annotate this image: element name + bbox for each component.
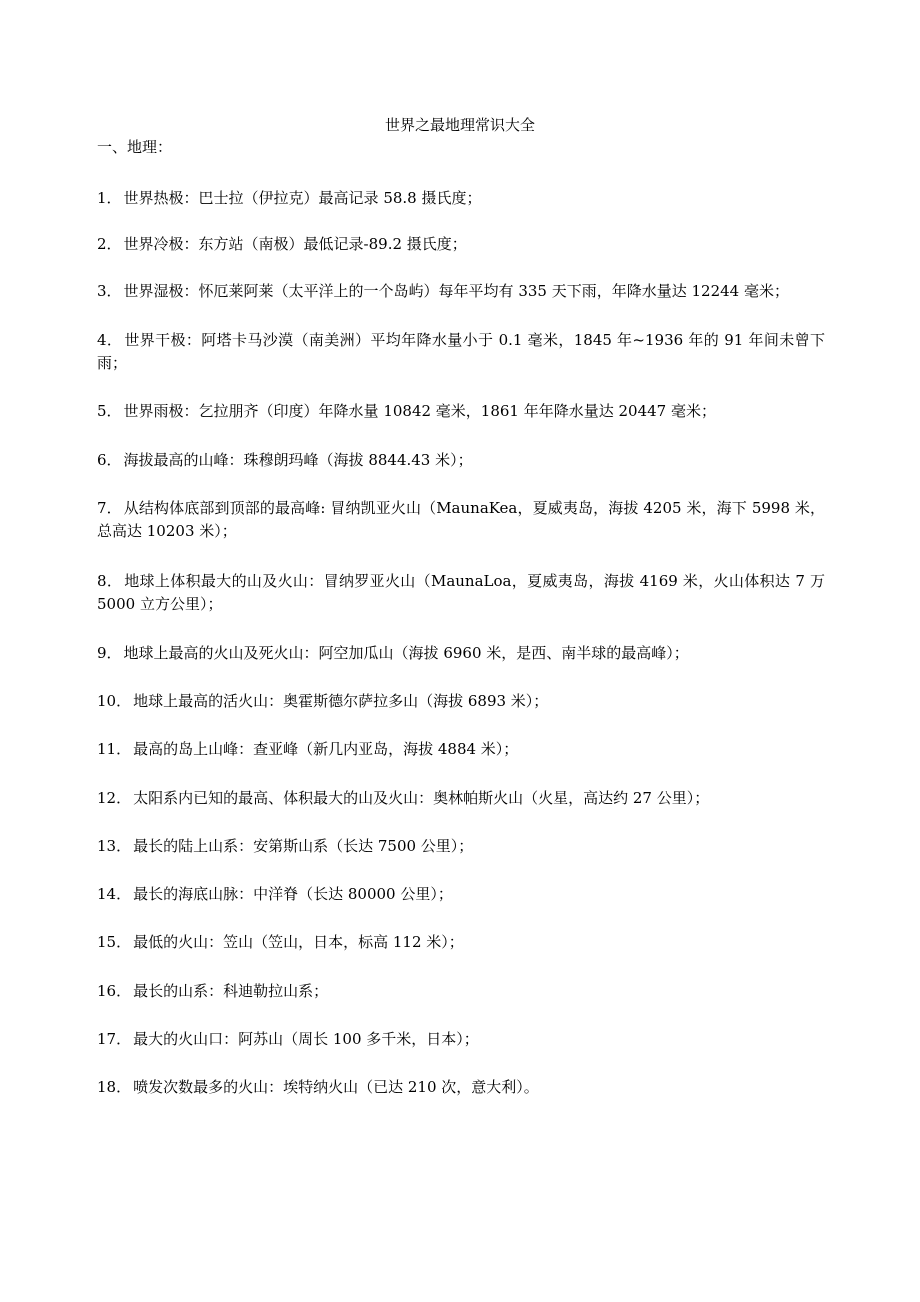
- item-number: 12．: [97, 789, 132, 807]
- list-item: [97, 1028, 825, 1051]
- item-text: 地球上体积最大的山及火山：冒纳罗亚火山（MaunaLoa，夏威夷岛，海拔 4169 米，火山体积达 7 万 5000 立方公里）；: [97, 572, 825, 613]
- item-text: 世界雨极：乞拉朋齐（印度）年降水量 10842 毫米，1861 年年降水量达 20447 毫米；: [123, 402, 716, 420]
- item-text: 世界冷极：东方站（南极）最低记录-89.2 摄氏度；: [123, 235, 467, 253]
- list-item: [97, 883, 825, 906]
- item-text: 太阳系内已知的最高、体积最大的山及火山：奥林帕斯火山（火星，高达约 27 公里）；: [133, 789, 710, 807]
- list-item: [97, 449, 825, 472]
- item-text: 最低的火山：笠山（笠山，日本，标高 112 米）；: [133, 933, 464, 951]
- item-text: 喷发次数最多的火山：埃特纳火山（已达 210 次，意大利）。: [133, 1078, 539, 1096]
- list-item: [97, 497, 825, 542]
- item-text: 最长的海底山脉：中洋脊（长达 80000 公里）；: [133, 885, 453, 903]
- item-text: 世界热极：巴士拉（伊拉克）最高记录 58.8 摄氏度；: [123, 189, 482, 207]
- item-text: 最长的山系：科迪勒拉山系；: [133, 982, 329, 1000]
- list-item: [97, 570, 825, 615]
- item-number: 16．: [97, 982, 132, 1000]
- document-title: 世界之最地理常识大全: [384, 116, 535, 134]
- item-number: 15．: [97, 933, 132, 951]
- list-item: [97, 738, 825, 761]
- item-text: 世界湿极：怀厄莱阿莱（太平洋上的一个岛屿）每年平均有 335 天下雨，年降水量达 12244 毫米；: [123, 282, 789, 300]
- list-item: [97, 980, 825, 1003]
- item-text: 最大的火山口：阿苏山（周长 100 多千米，日本）；: [133, 1030, 479, 1048]
- item-text: 地球上最高的火山及死火山：阿空加瓜山（海拔 6960 米，是西、南半球的最高峰）；: [123, 644, 689, 662]
- item-text: 地球上最高的活火山：奥霍斯德尔萨拉多山（海拔 6893 米）；: [133, 692, 549, 710]
- list-item: [97, 187, 825, 210]
- item-number: 4．: [97, 331, 123, 349]
- list-item: [97, 1076, 825, 1099]
- item-number: 18．: [97, 1078, 132, 1096]
- item-text: 最长的陆上山系：安第斯山系（长达 7500 公里）；: [133, 837, 474, 855]
- item-number: 9．: [97, 644, 122, 662]
- item-number: 1．: [97, 189, 122, 207]
- item-number: 2．: [97, 235, 122, 253]
- list-item: [97, 400, 825, 423]
- item-number: 10．: [97, 692, 132, 710]
- list-item: [97, 233, 825, 256]
- item-number: 5．: [97, 402, 122, 420]
- list-item: [97, 329, 825, 374]
- item-number: 8．: [97, 572, 123, 590]
- list-item: [97, 642, 825, 665]
- list-item: [97, 835, 825, 858]
- item-number: 7．: [97, 499, 122, 517]
- item-text: 世界干极：阿塔卡马沙漠（南美洲）平均年降水量小于 0.1 毫米，1845 年~1936 年的 91 年间未曾下雨；: [97, 331, 825, 372]
- item-text: 从结构体底部到顶部的最高峰: 冒纳凯亚火山（MaunaKea，夏威夷岛，海拔 4205 米，海下 5998 米，总高达 10203 米）；: [97, 499, 826, 540]
- list-item: [97, 931, 825, 954]
- item-number: 13．: [97, 837, 132, 855]
- item-number: 11．: [97, 740, 132, 758]
- item-number: 6．: [97, 451, 122, 469]
- list-item: [97, 280, 825, 303]
- list-item: [97, 690, 825, 713]
- item-number: 17．: [97, 1030, 132, 1048]
- item-text: 海拔最高的山峰：珠穆朗玛峰（海拔 8844.43 米）；: [123, 451, 473, 469]
- item-text: 最高的岛上山峰：查亚峰（新几内亚岛，海拔 4884 米）；: [133, 740, 519, 758]
- item-number: 14．: [97, 885, 132, 903]
- section-heading: 一、地理：: [97, 138, 173, 156]
- list-item: [97, 787, 825, 810]
- item-number: 3．: [97, 282, 122, 300]
